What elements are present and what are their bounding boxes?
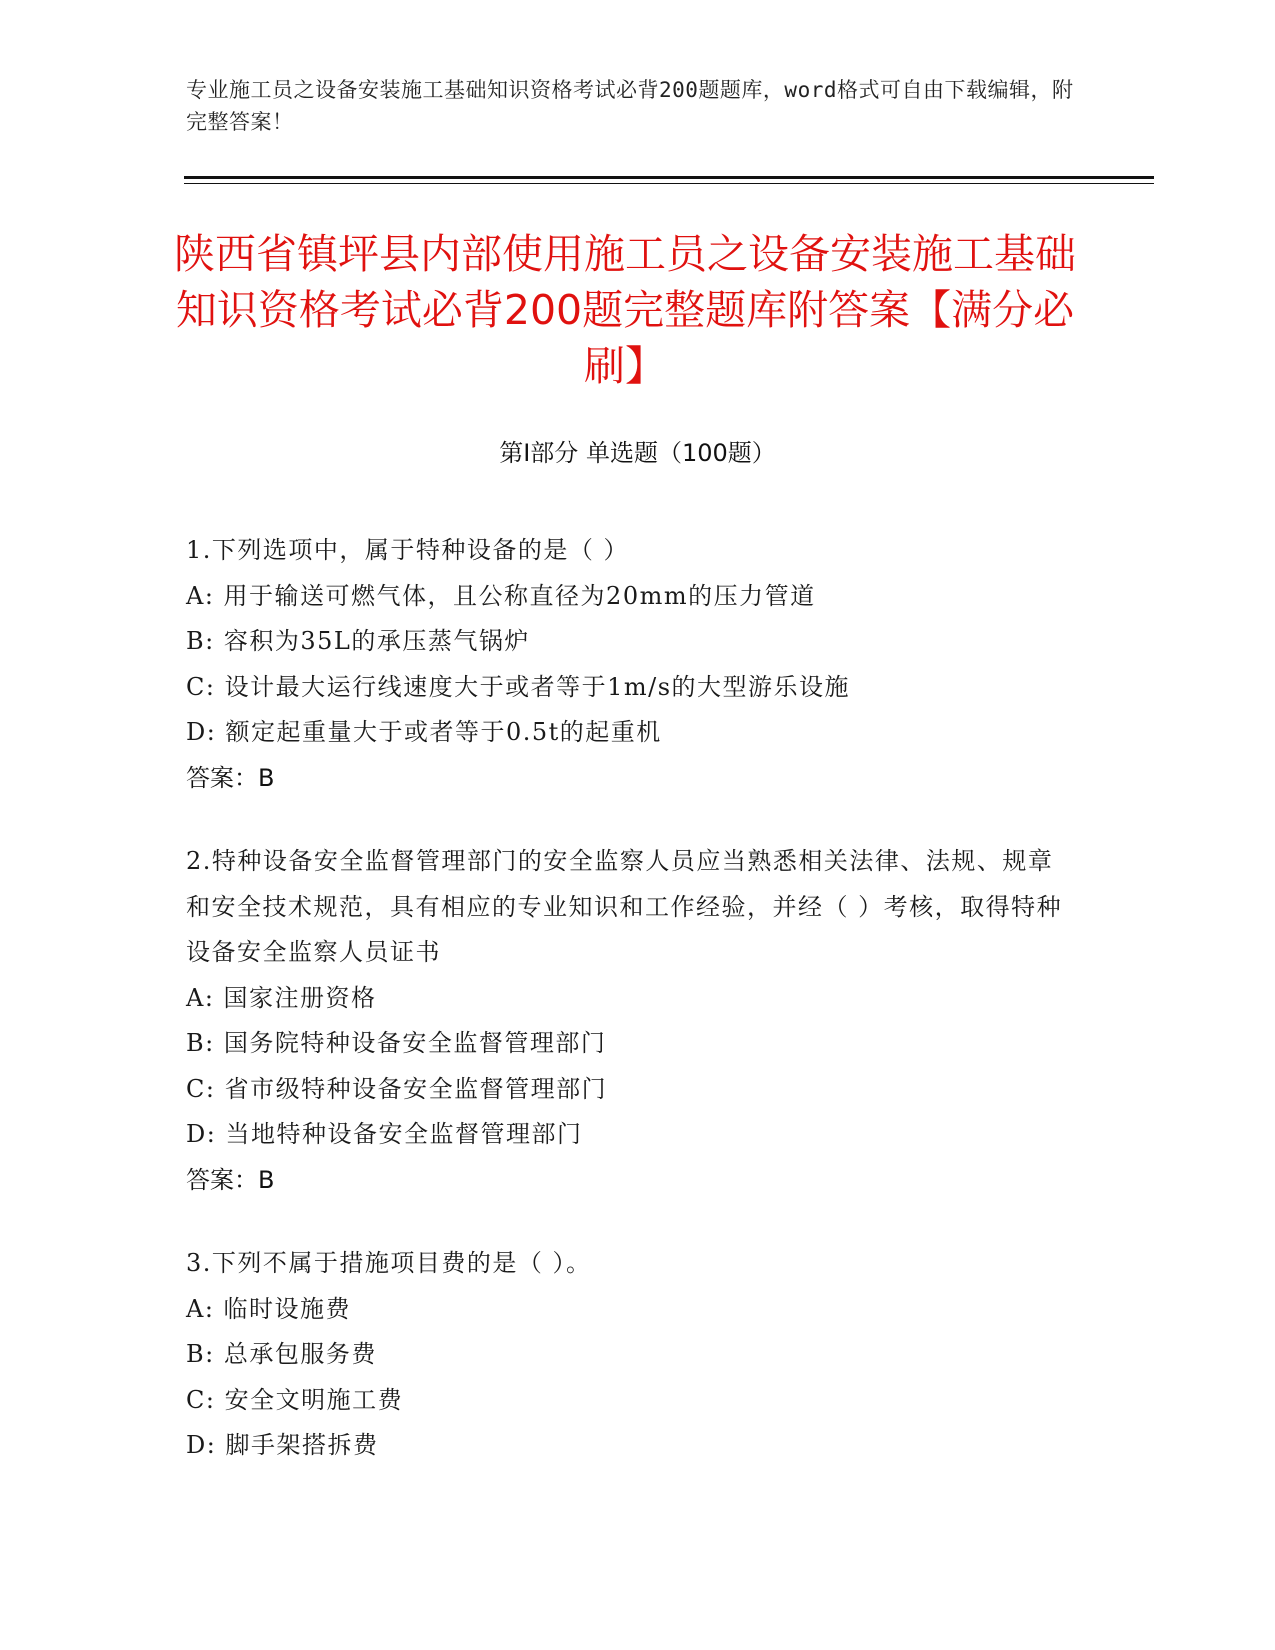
question-stem: 1.下列选项中，属于特种设备的是（ ）: [186, 536, 630, 564]
question-1: [186, 528, 1066, 801]
question-answer: 答案：B: [186, 763, 275, 792]
header-divider-thin: [184, 183, 1154, 184]
option-c: C: 安全文明施工费: [186, 1385, 404, 1414]
section-title: 第Ⅰ部分 单选题（100题）: [499, 439, 776, 467]
option-d: D: 脚手架搭拆费: [186, 1431, 379, 1459]
header-note: 专业施工员之设备安装施工基础知识资格考试必背200题题库，word格式可自由下载编辑，附完整答案！: [186, 78, 1074, 134]
question-answer: 答案：B: [186, 1165, 275, 1194]
option-c: C: 设计最大运行线速度大于或者等于1m/s的大型游乐设施: [186, 672, 851, 701]
option-d: D: 额定起重量大于或者等于0.5t的起重机: [186, 718, 662, 746]
option-b: B: 国务院特种设备安全监督管理部门: [186, 1029, 607, 1057]
question-stem: 2.特种设备安全监督管理部门的安全监察人员应当熟悉相关法律、法规、规章和安全技术规范，具有相应的专业知识和工作经验，并经（ ）考核，取得特种设备安全监察人员证书: [186, 847, 1063, 966]
question-3: [186, 1241, 1066, 1469]
option-d: D: 当地特种设备安全监督管理部门: [186, 1120, 583, 1148]
option-a: A: 国家注册资格: [186, 983, 377, 1012]
option-b: B: 容积为35L的承压蒸气锅炉: [186, 627, 530, 655]
question-list: [186, 528, 1066, 1507]
question-2: [186, 839, 1066, 1203]
option-a: A: 用于输送可燃气体，且公称直径为20mm的压力管道: [186, 581, 816, 610]
header-divider-thick: [184, 176, 1154, 179]
option-b: B: 总承包服务费: [186, 1340, 377, 1368]
option-a: A: 临时设施费: [186, 1294, 352, 1323]
document-title: 陕西省镇坪县内部使用施工员之设备安装施工基础知识资格考试必背200题完整题库附答案【满分必刷】: [174, 230, 1076, 390]
option-c: C: 省市级特种设备安全监督管理部门: [186, 1074, 608, 1103]
question-stem: 3.下列不属于措施项目费的是（ ）。: [186, 1249, 592, 1277]
